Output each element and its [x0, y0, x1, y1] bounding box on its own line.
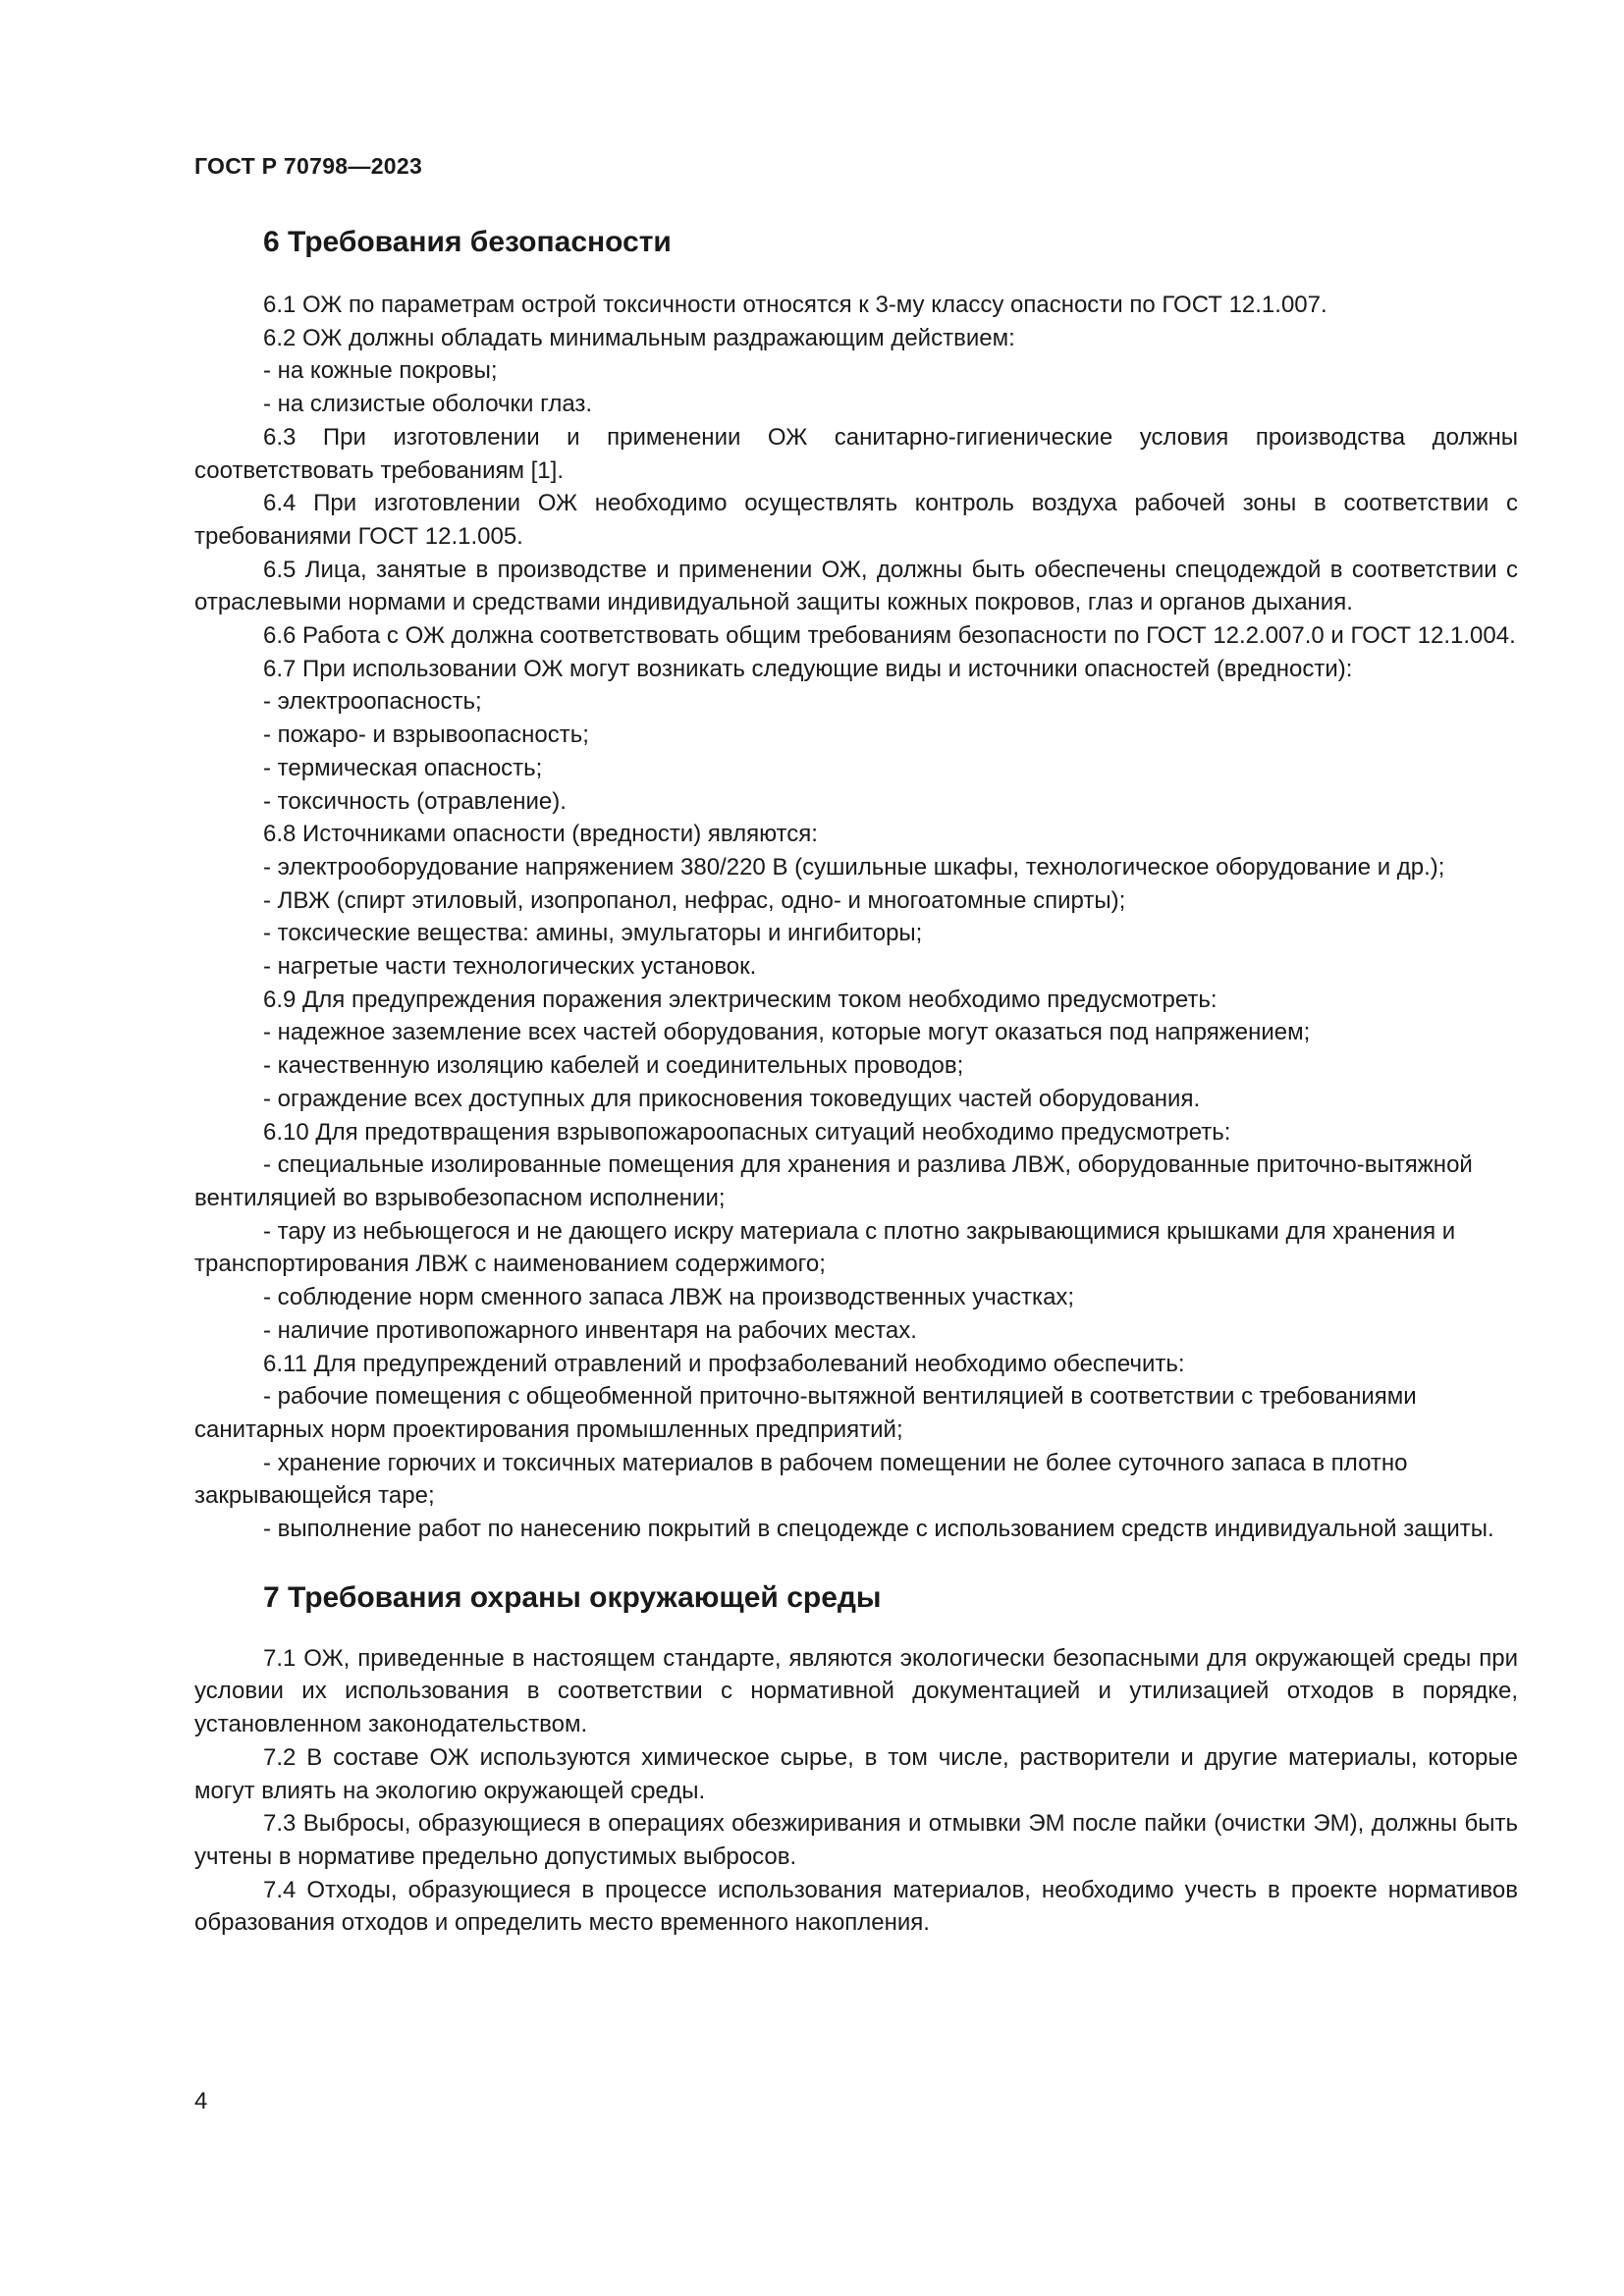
paragraph: 6.3 При изготовлении и применении ОЖ санитарно-гигиенические условия производства должны соответствовать требованиям [1]. [194, 423, 1518, 484]
paragraph: 6.8 Источниками опасности (вредности) являются: [263, 821, 818, 848]
paragraph: 6.10 Для предотвращения взрывопожароопасных ситуаций необходимо предусмотреть: [263, 1118, 1231, 1146]
list-item: - токсичность (отравление). [263, 787, 567, 815]
list-item: - наличие противопожарного инвентаря на рабочих местах. [263, 1316, 917, 1344]
paragraph: 7.3 Выбросы, образующиеся в операциях обезжиривания и отмывки ЭМ после пайки (очистки ЭМ), должны быть учтены в нормативе предельно допустимых выбросов. [194, 1810, 1518, 1870]
page-body [194, 220, 1518, 1940]
paragraph: 7.4 Отходы, образующиеся в процессе использования материалов, необходимо учесть в проекте нормативов образования отходов и определить место временного накопления. [194, 1876, 1518, 1937]
paragraph: 6.2 ОЖ должны обладать минимальным раздражающим действием: [263, 324, 1015, 351]
list-item: - электроопасность; [263, 688, 482, 716]
list-item: - на слизистые оболочки глаз. [263, 391, 593, 418]
paragraph: 6.6 Работа с ОЖ должна соответствовать общим требованиям безопасности по ГОСТ 12.2.007.0 и ГОСТ 12.1.004. [263, 622, 1516, 650]
list-item: - ограждение всех доступных для прикосновения токоведущих частей оборудования. [263, 1085, 1201, 1112]
document-code-header: ГОСТ Р 70798—2023 [194, 153, 423, 179]
list-item: - качественную изоляцию кабелей и соединительных проводов; [263, 1052, 964, 1080]
paragraph: 6.11 Для предупреждений отравлений и профзаболеваний необходимо обеспечить: [263, 1350, 1185, 1377]
paragraph: 7.1 ОЖ, приведенные в настоящем стандарте, являются экологически безопасными для окружающей среды при условии их использования в соответствии с нормативной документацией и утилизацией отходов в порядке, установленном законодательством. [194, 1644, 1518, 1738]
list-item: - выполнение работ по нанесению покрытий в спецодежде с использованием средств индивидуальной защиты. [263, 1516, 1494, 1543]
section-7-heading: 7 Требования охраны окружающей среды [263, 1580, 882, 1614]
list-item: - на кожные покровы; [263, 357, 498, 385]
list-item: - тару из небьющегося и не дающего искру материала с плотно закрывающимися крышками для хранения и транспортирования ЛВЖ с наименованием содержимого; [194, 1217, 1456, 1278]
paragraph: 6.4 При изготовлении ОЖ необходимо осуществлять контроль воздуха рабочей зоны в соответствии с требованиями ГОСТ 12.1.005. [194, 490, 1518, 550]
list-item: - соблюдение норм сменного запаса ЛВЖ на производственных участках; [263, 1284, 1075, 1311]
list-item: - пожаро- и взрывоопасность; [263, 721, 589, 749]
list-item: - рабочие помещения с общеобменной приточно-вытяжной вентиляцией в соответствии с требованиями санитарных норм проектирования промышленных предприятий; [194, 1383, 1417, 1443]
paragraph: 6.7 При использовании ОЖ могут возникать следующие виды и источники опасностей (вредности): [263, 655, 1353, 682]
list-item: - нагретые части технологических установок. [263, 953, 757, 981]
list-item: - специальные изолированные помещения для хранения и разлива ЛВЖ, оборудованные приточно-вытяжной вентиляцией во взрывобезопасном исполнении; [194, 1151, 1473, 1211]
paragraph: 7.2 В составе ОЖ используются химическое сырье, в том числе, растворители и другие материалы, которые могут влиять на экологию окружающей среды. [194, 1743, 1518, 1804]
paragraph: 6.1 ОЖ по параметрам острой токсичности относятся к 3-му классу опасности по ГОСТ 12.1.007. [263, 292, 1327, 318]
section-6-heading: 6 Требования безопасности [263, 226, 672, 258]
list-item: - хранение горючих и токсичных материалов в рабочем помещении не более суточного запаса в плотно закрывающейся таре; [194, 1449, 1408, 1510]
list-item: - токсические вещества: амины, эмульгаторы и ингибиторы; [263, 920, 923, 947]
list-item: - ЛВЖ (спирт этиловый, изопропанол, нефрас, одно- и многоатомные спирты); [263, 886, 1126, 914]
paragraph: 6.9 Для предупреждения поражения электрическим током необходимо предусмотреть: [263, 986, 1218, 1013]
page-number: 4 [194, 2088, 208, 2114]
section-7-body [194, 1642, 1518, 1940]
paragraph: 6.5 Лица, занятые в производстве и применении ОЖ, должны быть обеспечены спецодеждой в соответствии с отраслевыми нормами и средствами индивидуальной защиты кожных покровов, глаз и органов дыхания. [194, 556, 1518, 616]
section-6-body [194, 289, 1518, 1546]
list-item: - надежное заземление всех частей оборудования, которые могут оказаться под напряжением; [263, 1019, 1311, 1046]
list-item: - электрооборудование напряжением 380/220 В (сушильные шкафы, технологическое оборудование и др.); [263, 853, 1445, 881]
list-item: - термическая опасность; [263, 754, 543, 781]
